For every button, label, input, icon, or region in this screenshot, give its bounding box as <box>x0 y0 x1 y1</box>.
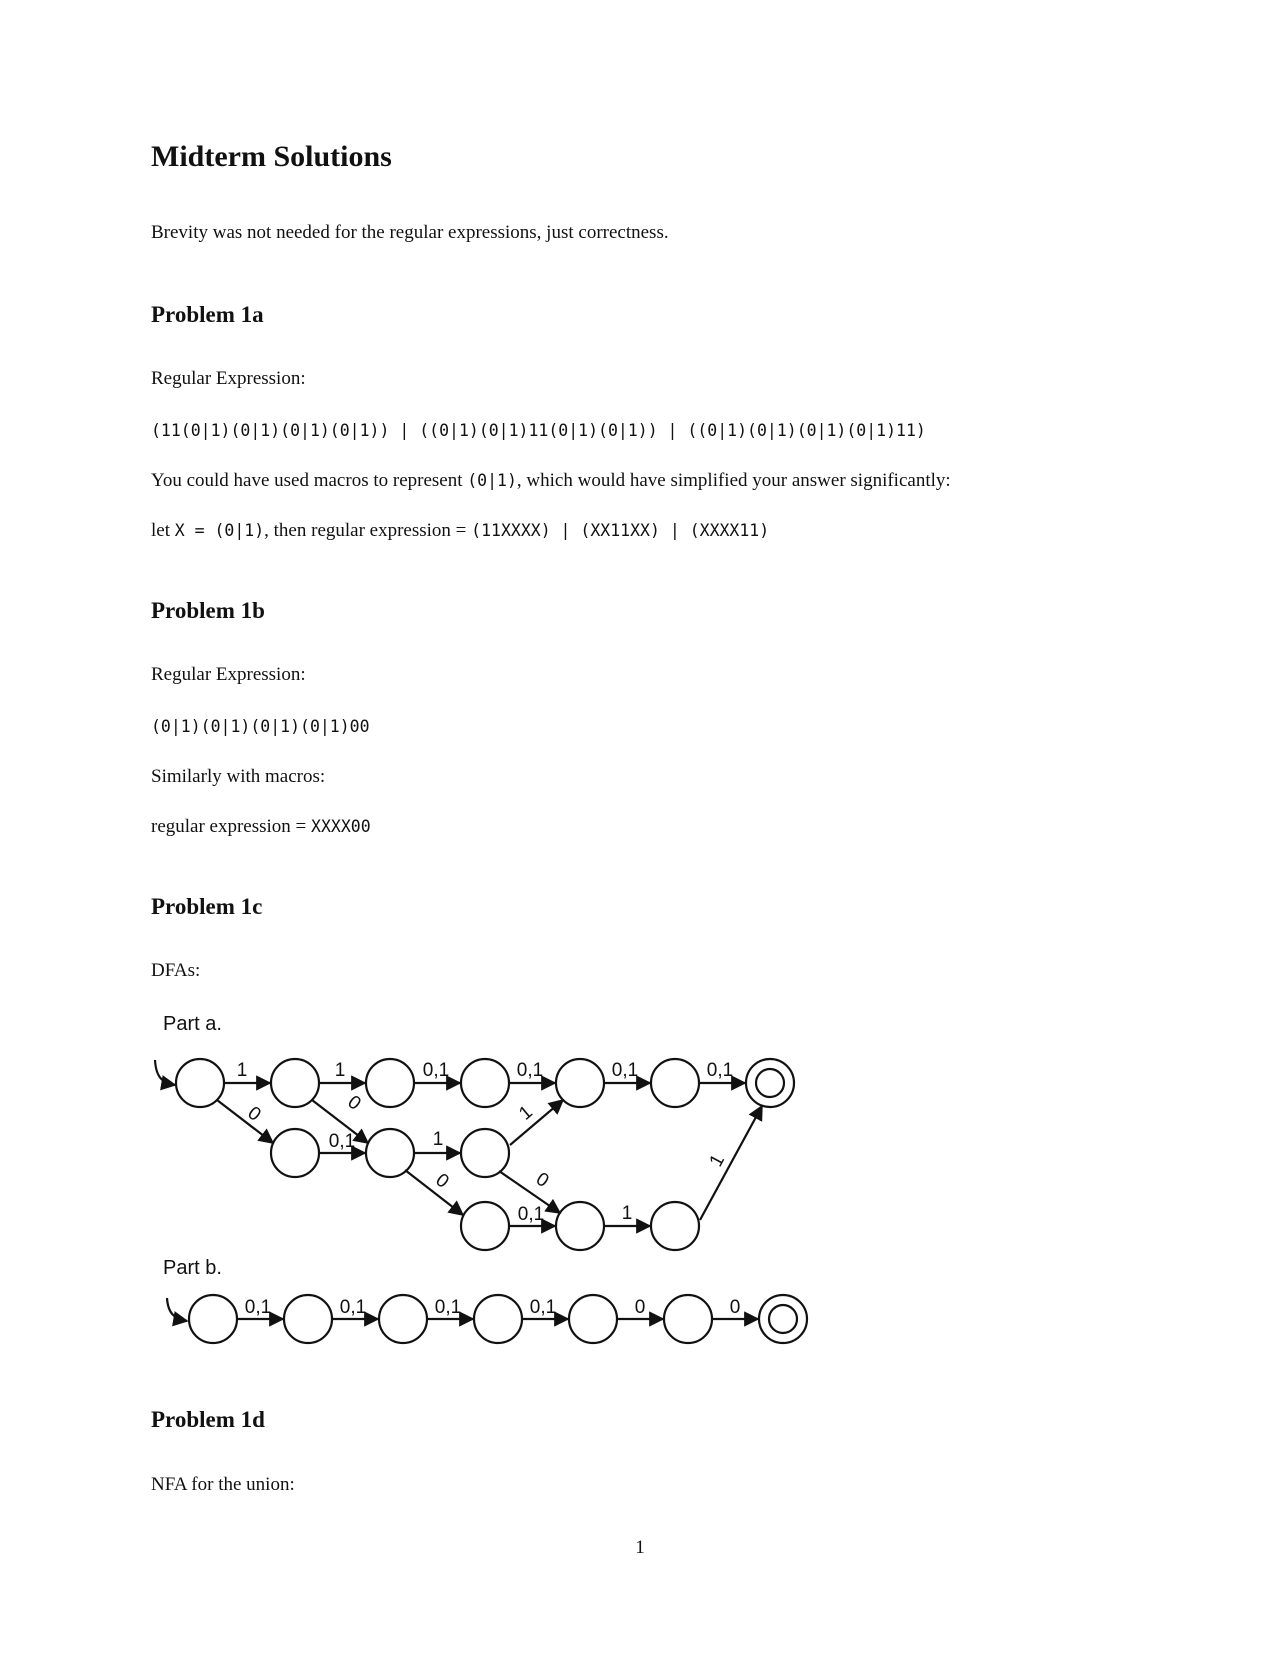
p1b-similar: Similarly with macros: <box>151 766 326 787</box>
p1b-regex: (0|1)(0|1)(0|1)(0|1)00 <box>151 717 370 736</box>
lbl-a-bot2: 1 <box>621 1203 633 1224</box>
state-a-m3 <box>461 1129 509 1177</box>
state-b-1 <box>284 1295 332 1343</box>
state-b-5 <box>664 1295 712 1343</box>
state-a-m1 <box>271 1129 319 1177</box>
let-code-1: X = (0|1) <box>174 521 265 540</box>
lbl-a-final: 1 <box>705 1151 730 1171</box>
edge-a-m2-b1 <box>405 1170 463 1215</box>
state-a-accept-inner <box>756 1069 784 1097</box>
macro-text-a: You could have used macros to represent <box>151 470 468 491</box>
state-b-2 <box>379 1295 427 1343</box>
state-b-accept-inner <box>769 1305 797 1333</box>
state-a-b1 <box>461 1202 509 1250</box>
state-a-t3 <box>461 1059 509 1107</box>
lbl-b-2: 0,1 <box>434 1297 462 1318</box>
edge-a-t0-m1 <box>217 1100 273 1143</box>
p1a-regex: (11(0|1)(0|1)(0|1)(0|1)) | ((0|1)(0|1)11(0|1)(0|1)) | ((0|1)(0|1)(0|1)(0|1)11) <box>151 421 926 440</box>
let-text-b: , then regular expression = <box>264 520 472 541</box>
re-code: XXXX00 <box>311 817 371 836</box>
state-b-0 <box>189 1295 237 1343</box>
lbl-a-mid2: 1 <box>432 1129 444 1150</box>
intro-text: Brevity was not needed for the regular expressions, just correctness. <box>151 222 669 243</box>
page-number: 1 <box>635 1537 645 1558</box>
state-a-b2 <box>556 1202 604 1250</box>
start-arrow-b <box>167 1298 187 1321</box>
state-b-3 <box>474 1295 522 1343</box>
dfa-part-a-labels <box>237 1060 734 1225</box>
lbl-a-top5: 0,1 <box>611 1060 639 1081</box>
state-a-t4 <box>556 1059 604 1107</box>
lbl-a-d4: 0 <box>531 1168 553 1192</box>
lbl-a-d3: 0 <box>431 1169 453 1193</box>
macro-code: (0|1) <box>467 471 517 490</box>
state-a-t1 <box>271 1059 319 1107</box>
p1d-label: NFA for the union: <box>151 1474 295 1495</box>
state-a-b3 <box>651 1202 699 1250</box>
lbl-a-top1: 1 <box>236 1060 248 1081</box>
heading-problem-1c: Problem 1c <box>151 894 263 919</box>
lbl-b-5: 0 <box>729 1297 741 1318</box>
lbl-a-up: 1 <box>515 1101 537 1125</box>
let-code-2: (11XXXX) | (XX11XX) | (XXXX11) <box>471 521 770 540</box>
heading-problem-1b: Problem 1b <box>151 598 265 623</box>
lbl-a-top4: 0,1 <box>516 1060 544 1081</box>
re-text: regular expression = <box>151 816 312 837</box>
lbl-a-mid1: 0,1 <box>328 1131 356 1152</box>
lbl-b-4: 0 <box>634 1297 646 1318</box>
p1a-label: Regular Expression: <box>151 368 306 389</box>
lbl-a-bot1: 0,1 <box>517 1204 545 1225</box>
state-a-m2 <box>366 1129 414 1177</box>
lbl-a-top3: 0,1 <box>422 1060 450 1081</box>
state-b-accept <box>759 1295 807 1343</box>
part-a-label: Part a. <box>163 1013 222 1035</box>
lbl-a-top2: 1 <box>334 1060 346 1081</box>
start-arrow-a <box>155 1060 175 1085</box>
page-title: Midterm Solutions <box>151 140 392 173</box>
lbl-a-top6: 0,1 <box>706 1060 734 1081</box>
let-text-a: let <box>151 520 175 541</box>
heading-problem-1d: Problem 1d <box>151 1407 265 1432</box>
state-a-t5 <box>651 1059 699 1107</box>
lbl-b-1: 0,1 <box>339 1297 367 1318</box>
macro-text-b: , which would have simplified your answer significantly: <box>516 470 951 491</box>
state-a-accept <box>746 1059 794 1107</box>
lbl-b-3: 0,1 <box>529 1297 557 1318</box>
p1c-label: DFAs: <box>151 960 201 981</box>
state-a-t0 <box>176 1059 224 1107</box>
state-a-t2 <box>366 1059 414 1107</box>
lbl-b-0: 0,1 <box>244 1297 272 1318</box>
p1b-label: Regular Expression: <box>151 664 306 685</box>
part-b-label: Part b. <box>163 1257 222 1279</box>
heading-problem-1a: Problem 1a <box>151 302 264 327</box>
lbl-a-d1: 0 <box>243 1102 265 1126</box>
state-b-4 <box>569 1295 617 1343</box>
lbl-a-d2: 0 <box>343 1091 365 1115</box>
dfa-part-a <box>155 1059 794 1250</box>
